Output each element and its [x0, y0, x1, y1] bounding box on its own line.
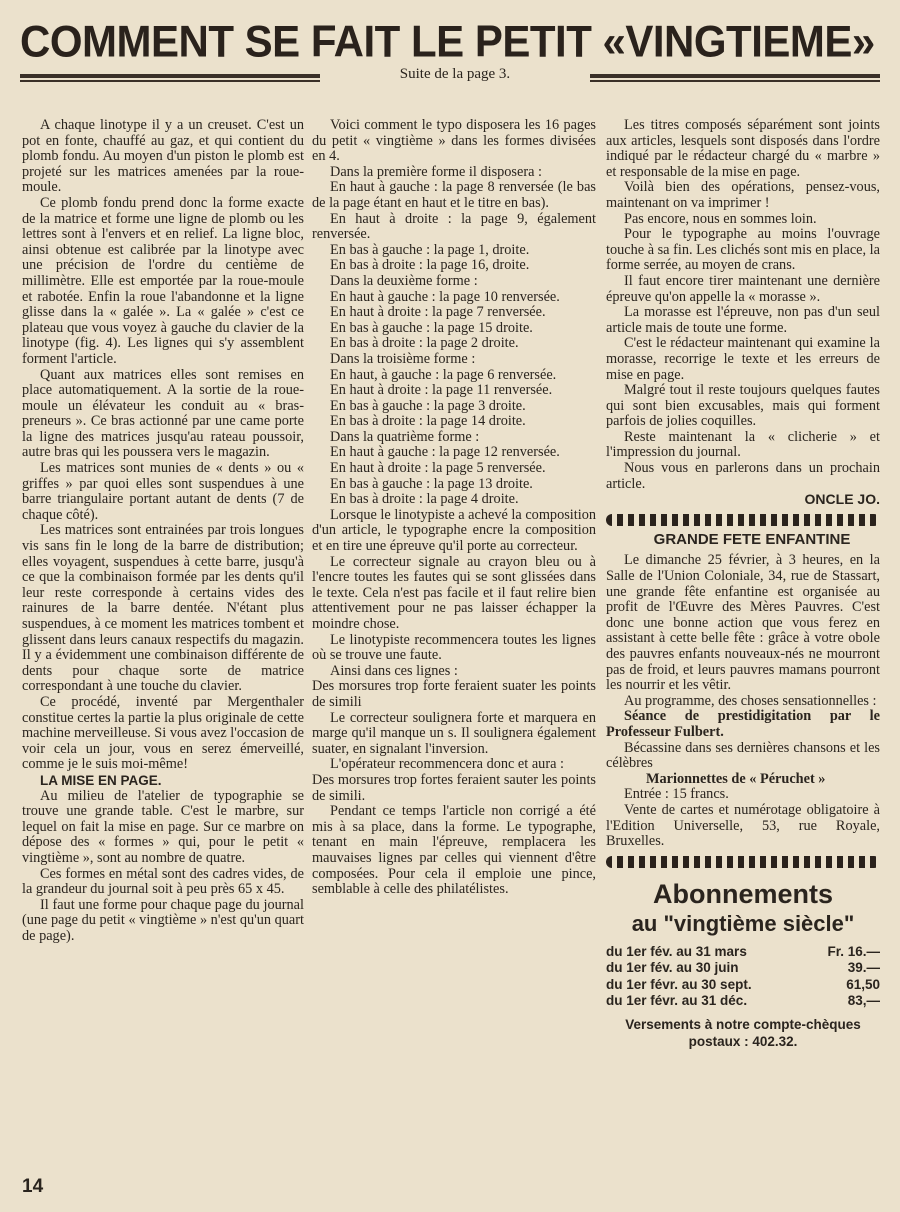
subscription-price: 39.— [847, 960, 880, 976]
subscription-period: du 1er févr. au 31 déc. [606, 993, 748, 1009]
paragraph: Pour le typographe au moins l'ouvrage touche à sa fin. Les clichés sont mis en place, la forme serrée, au moyen de crans. [606, 226, 880, 274]
paragraph: Il faut encore tirer maintenant une dernière épreuve qu'on appelle la « morasse ». [606, 272, 880, 305]
subscription-footer: Versements à notre compte-chèques postaux : 402.32. [625, 1016, 861, 1049]
paragraph: Dans la quatrième forme : [330, 428, 480, 445]
paragraph: En haut à droite : la page 11 renversée. [330, 382, 553, 399]
paragraph: Le linotypiste recommencera toutes les lignes où se trouve une faute. [312, 631, 596, 664]
subscription-title: Abonnements [652, 878, 833, 909]
paragraph: En bas à droite : la page 4 droite. [330, 491, 519, 508]
column-2 [312, 118, 596, 898]
fete-program-item: Marionnettes de « Péruchet » [646, 770, 826, 787]
continued-from: Suite de la page 3. [399, 66, 511, 82]
paragraph: En haut à droite : la page 5 renversée. [330, 460, 546, 477]
paragraph: Dans la première forme il disposera : [330, 163, 542, 180]
subscription-price: 61,50 [846, 976, 880, 992]
paragraph: Les matrices sont munies de « dents » ou « griffes » par quoi elles sont suspendues à une barre triangulaire portant autant de dents (7 de chaque côté). [22, 460, 304, 523]
subscription-row [606, 977, 880, 994]
fete-paragraph: Entrée : 15 francs. [624, 786, 729, 803]
section-heading: LA MISE EN PAGE. [40, 772, 162, 788]
paragraph: C'est le rédacteur maintenant qui examine la morasse, recorrige le texte et les erreurs de mise en page. [606, 335, 880, 383]
fete-paragraph: Le dimanche 25 février, à 3 heures, en la Salle de l'Union Coloniale, 34, rue de Stassart, une grande fête enfantine est organisée au profit de l'Œuvre des Mères Pauvres. C'est donc une bonne action que vous ferez en assistant à cette belle fête : grâce à votre obole des pauvres enfants nouveaux-nés ne mourront pas de froid, et leurs pauvres mamans pourront les nourrir et les vêtir. [606, 552, 880, 694]
subscription-price: 83,— [847, 993, 880, 1009]
subscription-period: du 1er fév. au 30 juin [606, 960, 739, 976]
paragraph: Ainsi dans ces lignes : [330, 662, 458, 679]
rule-right [590, 74, 880, 78]
paragraph: Les titres composés séparément sont joints aux articles, lesquels sont disposés dans l'ordre indiqué par le rédacteur chargé du « marbre » et responsable de la mise en page. [606, 117, 880, 180]
paragraph: Le correcteur signale au crayon bleu ou à l'encre toutes les fautes qui se sont glissées dans le texte. Cela n'est pas facile et il faut relire bien attentivement pour ne pas laisser échapper la moindre chose. [312, 553, 596, 632]
subscription-row [606, 944, 880, 961]
paragraph: Ces formes en métal sont des cadres vides, de la grandeur du journal soit à peu près 65 x 45. [22, 865, 304, 898]
paragraph: Ce plomb fondu prend donc la forme exacte de la matrice et forme une ligne de plomb ou les lettres sont à l'envers et en relief. La ligne bloc, ainsi obtenue est calibrée par la linotype avec une précision de l'ordre du centième de millimètre. Elle est emportée par la roue-moule et rabotée. Enfin la roue l'abandonne et la ligne glisse dans la « galée ». La « galée » c'est ce plateau que vous voyez à gauche du clavier de la linotype (fig. 4). Les lignes qui s'y assemblent forment l'article. [22, 194, 304, 367]
column-3 [606, 118, 880, 1050]
paragraph: En haut à gauche : la page 10 renversée. [330, 288, 560, 305]
page-number: 14 [22, 1176, 44, 1197]
paragraph: L'opérateur recommencera donc et aura : [330, 756, 564, 773]
subscription-period: du 1er fév. au 31 mars [606, 943, 747, 959]
paragraph: En bas à gauche : la page 13 droite. [330, 475, 533, 492]
fete-paragraph: Au programme, des choses sensationnelles : [624, 692, 877, 709]
paragraph: En bas à droite : la page 16, droite. [330, 257, 530, 274]
fete-paragraph: Vente de cartes et numérotage obligatoire à l'Edition Universelle, 53, rue Royale, Bruxelles. [606, 801, 880, 850]
paragraph: Pendant ce temps l'article non corrigé a été mis à sa place, dans la forme. Le typographe, tenant en main l'épreuve, remplacera les mauvaises lignes par celles qui viennent d'être composées. Pour cela il emploie une pince, semblable à celle des philatélistes. [312, 803, 596, 898]
subscription-row [606, 993, 880, 1010]
subscription-subtitle: au "vingtième siècle" [631, 910, 855, 936]
headline: COMMENT SE FAIT LE PETIT «VINGTIEME» [20, 16, 875, 67]
paragraph: Dans la troisième forme : [330, 350, 476, 367]
paragraph: Voici comment le typo disposera les 16 pages du petit « vingtième » dans les formes divisées en 4. [312, 117, 596, 165]
paragraph: En bas à gauche : la page 3 droite. [330, 397, 526, 414]
column-1 [22, 118, 304, 944]
paragraph: En haut à gauche : la page 8 renversée (le bas de la page étant en haut et le titre en bas). [312, 179, 596, 211]
paragraph: Pas encore, nous en sommes loin. [624, 210, 817, 227]
paragraph: Ce procédé, inventé par Mergenthaler constitue certes la partie la plus originale de cette machine merveilleuse. Si vous avez l'occasion de voir cela un jour, vous en serez émerveillé, comme je le suis moi-même! [22, 693, 304, 773]
paragraph: Reste maintenant la « clicherie » et l'impression du journal. [606, 428, 880, 461]
ornamental-divider [606, 856, 880, 868]
paragraph: Le correcteur soulignera forte et marquera en marge qu'il manque un s. Il soulignera également suater, en signalant l'inversion. [312, 709, 596, 757]
ornamental-divider [606, 514, 880, 526]
paragraph: Malgré tout il reste toujours quelques fautes qui sont bien excusables, mais qui forment parfois de jolies coquilles. [606, 382, 880, 430]
paragraph: Voilà bien des opérations, pensez-vous, maintenant on va imprimer ! [606, 179, 880, 211]
fete-title: GRANDE FETE ENFANTINE [653, 530, 851, 548]
paragraph: A chaque linotype il y a un creuset. C'est un pot en fonte, chauffé au gaz, et qui contient du plomb fondu. Au moyen d'un piston le plomb est projeté sur les matrices amenées par la roue-moule. [22, 117, 304, 196]
paragraph: Des morsures trop forte feraient suater les points de simili [312, 678, 596, 710]
paragraph: Quant aux matrices elles sont remises en place automatiquement. A la sortie de la roue-moule un élévateur les conduit au « bras-preneurs ». Ce bras actionné par une came porte la ligne des matrices jusqu'au rateau poussoir, autre bras qui les poussera vers le magazin. [22, 366, 304, 461]
paragraph: En haut à gauche : la page 12 renversée. [330, 444, 560, 461]
subscription-period: du 1er févr. au 30 sept. [606, 976, 752, 992]
paragraph: Au milieu de l'atelier de typographie se trouve une grande table. C'est le marbre, sur lequel on fait la mise en page. Sur ce marbre on dépose des « formes » qui, pour le petit « vingtième », sont au nombre de quatre. [22, 787, 304, 866]
paragraph: Dans la deuxième forme : [330, 272, 478, 289]
paragraph: Les matrices sont entrainées par trois longues vis sans fin le long de la barre de distribution; elles voyagent, suspendues à cette barre, jusqu'à ce que la combinaison formée par les dents qu'il leur reste corresponde à certains vides des rainures de la barre dentée. N'étant plus suspendues, à ce moment les matrices tombent et glissent dans leurs canaux respectifs du magazin. Il y a évidemment une combinaison différente de dents pour chaque sorte de matrice correspondant à une touche du clavier. [22, 522, 304, 695]
paragraph: Il faut une forme pour chaque page du journal (une page du petit « vingtième » n'est qu'un quart de page). [22, 896, 304, 944]
fete-program-item: Séance de prestidigitation par le Professeur Fulbert. [606, 708, 880, 740]
paragraph: En bas à gauche : la page 15 droite. [330, 319, 533, 336]
fete-program-item: Bécassine dans ses dernières chansons et les célèbres [606, 739, 880, 772]
paragraph: En haut à droite : la page 9, également renversée. [312, 210, 596, 243]
paragraph: En bas à droite : la page 2 droite. [330, 335, 519, 352]
signature: ONCLE JO. [804, 491, 880, 508]
paragraph: Des morsures trop fortes feraient sauter les points de simili. [312, 771, 596, 804]
paragraph: La morasse est l'épreuve, non pas d'un seul article mais de toute une forme. [606, 304, 880, 336]
paragraph: En haut à droite : la page 7 renversée. [330, 304, 546, 321]
rule-left [20, 74, 320, 78]
rule-left-thin [20, 80, 320, 82]
subscription-price: Fr. 16.— [827, 943, 880, 959]
rule-right-thin [590, 80, 880, 82]
paragraph: En haut, à gauche : la page 6 renversée. [330, 366, 557, 383]
subscription-box [606, 878, 880, 1050]
paragraph: Nous vous en parlerons dans un prochain article. [606, 460, 880, 492]
paragraph: Lorsque le linotypiste a achevé la composition d'un article, le typographe encre la composition et en tire une épreuve qu'il porte au correcteur. [312, 506, 597, 555]
paragraph: En bas à droite : la page 14 droite. [330, 413, 526, 430]
subscription-row [606, 960, 880, 977]
paragraph: En bas à gauche : la page 1, droite. [330, 241, 530, 258]
